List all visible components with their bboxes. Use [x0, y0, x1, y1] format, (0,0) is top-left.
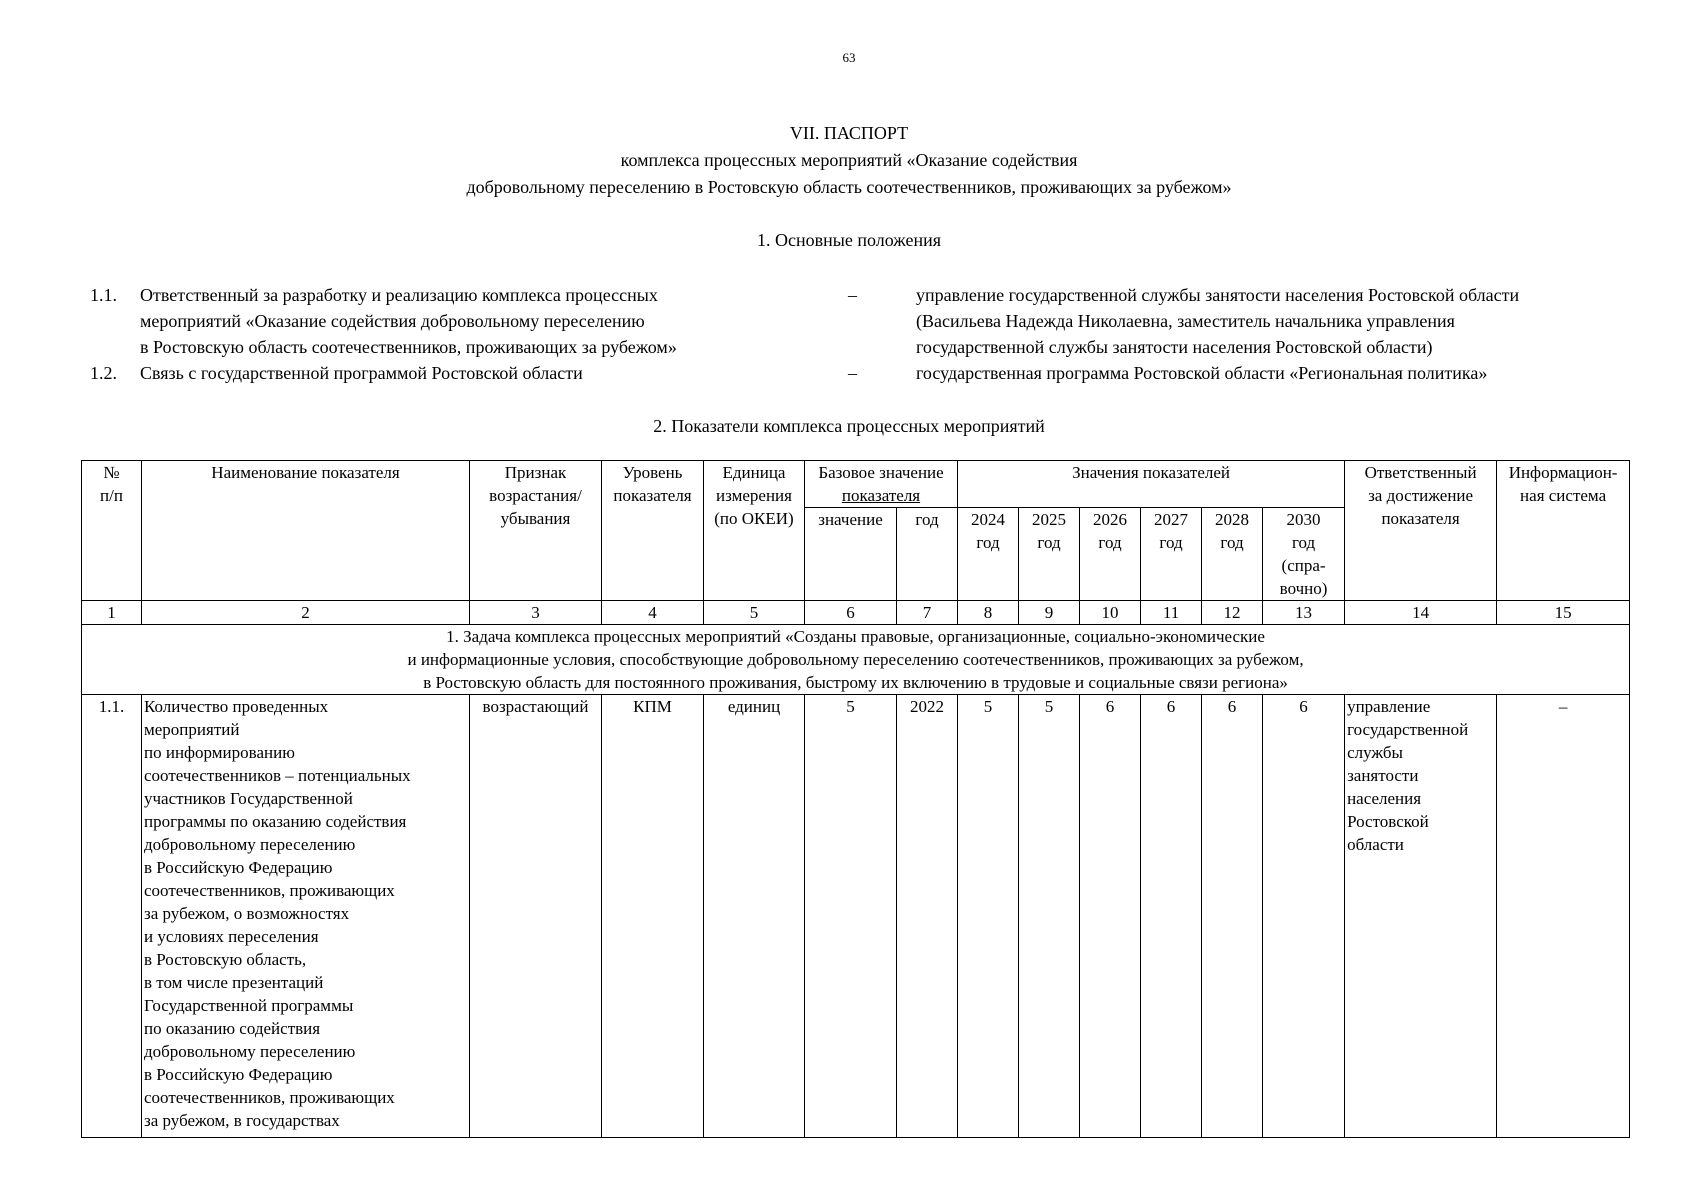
column-number: 3 — [470, 601, 602, 625]
title-line-1: VII. ПАСПОРТ — [789, 123, 909, 143]
row-name-line: в Российскую Федерацию — [144, 1065, 333, 1084]
column-numbers-row — [82, 601, 1630, 625]
provision-value-line: (Васильева Надежда Николаевна, заместитель начальника управления — [916, 311, 1455, 331]
header-text: год — [1098, 533, 1122, 552]
row-name-line: программы по оказанию содействия — [144, 812, 407, 831]
row-unit: единиц — [704, 695, 805, 1138]
provision-item-1-1 — [90, 282, 1630, 360]
header-text: Признак — [504, 463, 567, 482]
header-base — [805, 461, 958, 508]
row-value-2026: 6 — [1080, 695, 1141, 1138]
header-text: убывания — [500, 509, 571, 528]
header-text: Базовое значение — [818, 463, 944, 482]
header-year-2027 — [1141, 508, 1202, 601]
header-base-year: год — [897, 508, 958, 601]
row-responsible-line: занятости — [1347, 766, 1419, 785]
header-text: Единица — [722, 463, 786, 482]
task-line: и информационные условия, способствующие добровольному переселению соотечественников, проживающих за рубежом, — [407, 650, 1304, 669]
row-name-line: за рубежом, в государствах — [144, 1111, 340, 1130]
row-name-line: добровольному переселению — [144, 835, 356, 854]
header-text: № — [103, 463, 120, 482]
header-level — [602, 461, 704, 601]
column-number: 4 — [602, 601, 704, 625]
row-name-line: по оказанию содействия — [144, 1019, 321, 1038]
section-2-heading: 2. Показатели комплекса процессных мероприятий — [653, 416, 1045, 436]
row-name-line: за рубежом, о возможностях — [144, 904, 350, 923]
row-name-line: Государственной программы — [144, 996, 354, 1015]
provision-value-line: государственной службы занятости населения Ростовской области) — [916, 337, 1433, 357]
header-text: показателя — [613, 486, 692, 505]
provision-label-line: Связь с государственной программой Ростовской области — [140, 363, 583, 383]
column-number: 15 — [1497, 601, 1630, 625]
row-value-2028: 6 — [1202, 695, 1263, 1138]
provision-number: 1.1. — [90, 285, 117, 305]
column-number: 1 — [82, 601, 142, 625]
row-name-line: и условиях переселения — [144, 927, 319, 946]
row-value-2025: 5 — [1019, 695, 1080, 1138]
provision-label-line: Ответственный за разработку и реализацию комплекса процессных — [140, 285, 658, 305]
row-num: 1.1. — [82, 695, 142, 1138]
header-unit — [704, 461, 805, 601]
row-name — [142, 695, 470, 1138]
row-responsible — [1345, 695, 1497, 1138]
header-text: 2025 — [1032, 510, 1067, 529]
provision-dash: – — [848, 363, 857, 383]
column-number: 5 — [704, 601, 805, 625]
header-num — [82, 461, 142, 601]
column-number: 9 — [1019, 601, 1080, 625]
row-responsible-line: службы — [1347, 743, 1403, 762]
row-value-2024: 5 — [958, 695, 1019, 1138]
header-text: показателя — [841, 486, 921, 505]
column-number: 10 — [1080, 601, 1141, 625]
column-number: 14 — [1345, 601, 1497, 625]
column-number: 11 — [1141, 601, 1202, 625]
row-value-2030: 6 — [1263, 695, 1345, 1138]
task-cell — [82, 625, 1630, 695]
provision-value — [898, 282, 1630, 360]
row-responsible-line: области — [1347, 835, 1404, 854]
header-text: 2024 — [971, 510, 1006, 529]
row-name-line: в Российскую Федерацию — [144, 858, 333, 877]
row-responsible-line: Ростовской — [1347, 812, 1429, 831]
header-text: вочно) — [1279, 579, 1328, 598]
row-name-line: соотечественников, проживающих — [144, 1088, 395, 1107]
row-sign: возрастающий — [470, 695, 602, 1138]
page-number: 63 — [842, 50, 856, 65]
header-text: 2027 — [1154, 510, 1189, 529]
header-text: за достижение — [1368, 486, 1474, 505]
column-number: 6 — [805, 601, 897, 625]
column-number: 7 — [897, 601, 958, 625]
row-responsible-line: государственной — [1347, 720, 1469, 739]
header-text: год — [1159, 533, 1183, 552]
header-text: показателя — [1381, 509, 1460, 528]
header-text: год — [1037, 533, 1061, 552]
header-text: (по ОКЕИ) — [714, 509, 794, 528]
header-text: 2026 — [1093, 510, 1128, 529]
row-name-line: участников Государственной — [144, 789, 353, 808]
row-value-2027: 6 — [1141, 695, 1202, 1138]
table-row — [82, 695, 1630, 1138]
header-infosys — [1497, 461, 1630, 601]
row-name-line: мероприятий — [144, 720, 240, 739]
header-text: год — [1291, 533, 1316, 552]
provision-dash: – — [848, 285, 857, 305]
row-base-year: 2022 — [897, 695, 958, 1138]
column-number: 12 — [1202, 601, 1263, 625]
row-name-line: в том числе презентаций — [144, 973, 324, 992]
header-text: п/п — [100, 486, 123, 505]
header-year-2030 — [1263, 508, 1345, 601]
header-year-2026 — [1080, 508, 1141, 601]
provision-value-line: управление государственной службы занятости населения Ростовской области — [916, 285, 1520, 305]
provision-label — [140, 282, 840, 360]
header-sign — [470, 461, 602, 601]
row-name-line: соотечественников – потенциальных — [144, 766, 411, 785]
row-base-value: 5 — [805, 695, 897, 1138]
title-line-2: комплекса процессных мероприятий «Оказание содействия — [620, 150, 1078, 170]
header-text: Ответственный — [1364, 463, 1477, 482]
row-infosys: – — [1497, 695, 1630, 1138]
row-responsible-line: управление — [1347, 697, 1431, 716]
provision-label — [140, 360, 840, 386]
title-line-3: добровольному переселению в Ростовскую область соотечественников, проживающих за рубежом» — [466, 177, 1232, 197]
task-line: 1. Задача комплекса процессных мероприятий «Созданы правовые, организационные, социально-экономические — [446, 627, 1265, 646]
header-text: (спра- — [1281, 556, 1326, 575]
indicators-table — [81, 460, 1630, 1138]
row-name-line: добровольному переселению — [144, 1042, 356, 1061]
row-name-line: по информированию — [144, 743, 295, 762]
provision-label-line: мероприятий «Оказание содействия добровольному переселению — [140, 311, 645, 331]
header-text: 2028 — [1215, 510, 1250, 529]
header-row-1 — [82, 461, 1630, 508]
row-name-line: Количество проведенных — [144, 697, 329, 716]
header-text: Уровень — [622, 463, 683, 482]
row-level: КПМ — [602, 695, 704, 1138]
header-text: год — [1220, 533, 1244, 552]
header-text: возрастания/ — [489, 486, 582, 505]
header-base-value: значение — [805, 508, 897, 601]
provision-value — [898, 360, 1630, 386]
column-number: 8 — [958, 601, 1019, 625]
row-name-line: в Ростовскую область, — [144, 950, 307, 969]
column-number: 2 — [142, 601, 470, 625]
section-1-heading: 1. Основные положения — [757, 230, 941, 250]
row-responsible-line: населения — [1347, 789, 1422, 808]
header-text: Информацион- — [1508, 463, 1618, 482]
task-line: в Ростовскую область для постоянного проживания, быстрому их включению в трудовые и социальные связи региона» — [423, 673, 1288, 692]
header-year-2024 — [958, 508, 1019, 601]
row-name-line: соотечественников, проживающих — [144, 881, 395, 900]
column-number: 13 — [1263, 601, 1345, 625]
task-row — [82, 625, 1630, 695]
provision-number: 1.2. — [90, 363, 117, 383]
header-year-2028 — [1202, 508, 1263, 601]
provision-item-1-2 — [90, 360, 1630, 386]
header-text: год — [976, 533, 1000, 552]
header-values: Значения показателей — [958, 461, 1345, 508]
header-text: ная система — [1520, 486, 1607, 505]
header-text: 2030 — [1286, 510, 1321, 529]
header-name: Наименование показателя — [142, 461, 470, 601]
header-year-2025 — [1019, 508, 1080, 601]
header-responsible — [1345, 461, 1497, 601]
provision-label-line: в Ростовскую область соотечественников, проживающих за рубежом» — [140, 337, 677, 357]
provision-value-line: государственная программа Ростовской области «Региональная политика» — [916, 363, 1488, 383]
document-title — [0, 120, 1698, 201]
header-text: измерения — [716, 486, 792, 505]
main-provisions — [90, 282, 1630, 386]
